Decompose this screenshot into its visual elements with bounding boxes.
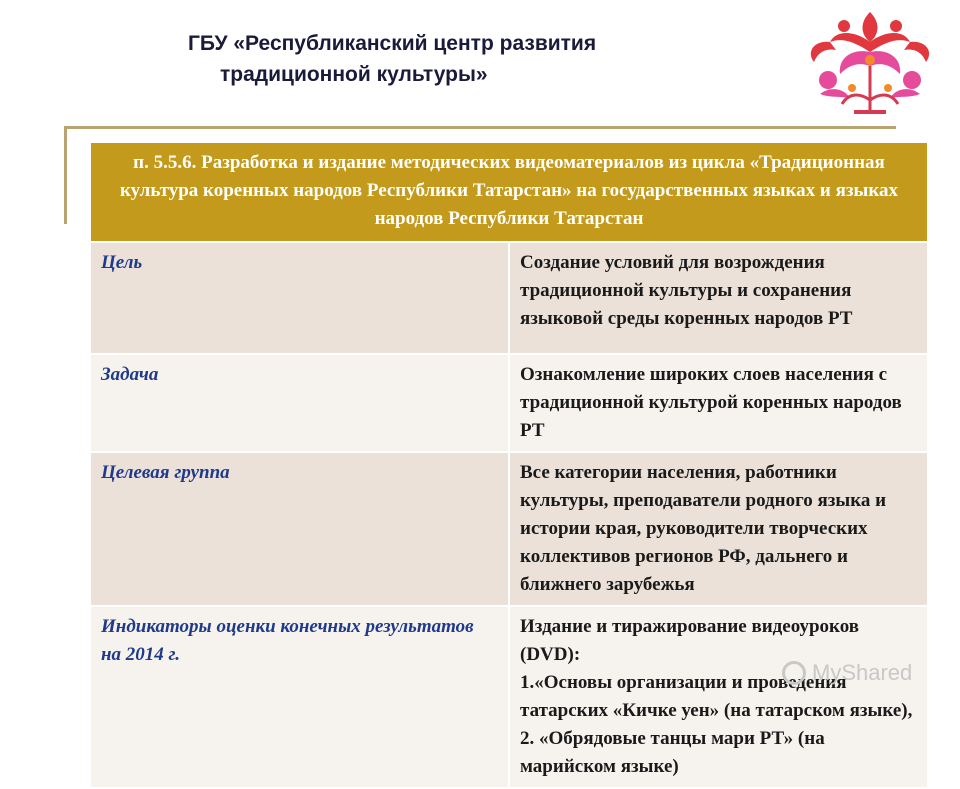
side-rule <box>64 126 67 224</box>
indicator-line: Издание и тиражирование видеоуроков (DVD): <box>520 616 860 665</box>
watermark-text: MyShared <box>812 660 913 685</box>
project-table <box>89 141 929 789</box>
table-row <box>90 606 928 788</box>
watermark <box>782 660 912 686</box>
indicator-line: 1.«Основы организации и проведения татарских «Кичке уен» (на татарском языке), <box>520 672 913 721</box>
folk-ornament-logo <box>800 8 940 120</box>
title-line-1: ГБУ «Республиканский центр развития <box>188 32 597 55</box>
indicator-line: 2. «Обрядовые танцы мари РТ» (на марийском языке) <box>520 728 825 777</box>
row-text-goal: Создание условий для возрождения традиционной культуры и сохранения языковой среды коренных народов РТ <box>509 242 928 354</box>
table-header-row <box>90 142 928 242</box>
row-text-task: Ознакомление широких слоев населения с традиционной культурой коренных народов РТ <box>509 354 928 452</box>
table-row <box>90 242 928 354</box>
row-text-indicators <box>509 606 928 788</box>
row-label-task: Задача <box>90 354 509 452</box>
table-row <box>90 452 928 606</box>
table-row <box>90 354 928 452</box>
title-line-2: традиционной культуры» <box>220 63 488 86</box>
row-label-goal: Цель <box>90 242 509 354</box>
row-label-target-group: Целевая группа <box>90 452 509 606</box>
table-heading: п. 5.5.6. Разработка и издание методических видеоматериалов из цикла «Традиционная культура коренных народов Республики Татарстан» на государственных языках и языках народов Республики Татарстан <box>90 142 928 242</box>
row-text-target-group: Все категории населения, работники культуры, преподаватели родного языка и истории края, руководители творческих коллективов регионов РФ, дальнего и ближнего зарубежья <box>509 452 928 606</box>
watermark-icon <box>782 661 806 685</box>
row-label-indicators: Индикаторы оценки конечных результатов на 2014 г. <box>90 606 509 788</box>
top-rule <box>64 126 896 129</box>
page-title <box>188 28 596 90</box>
